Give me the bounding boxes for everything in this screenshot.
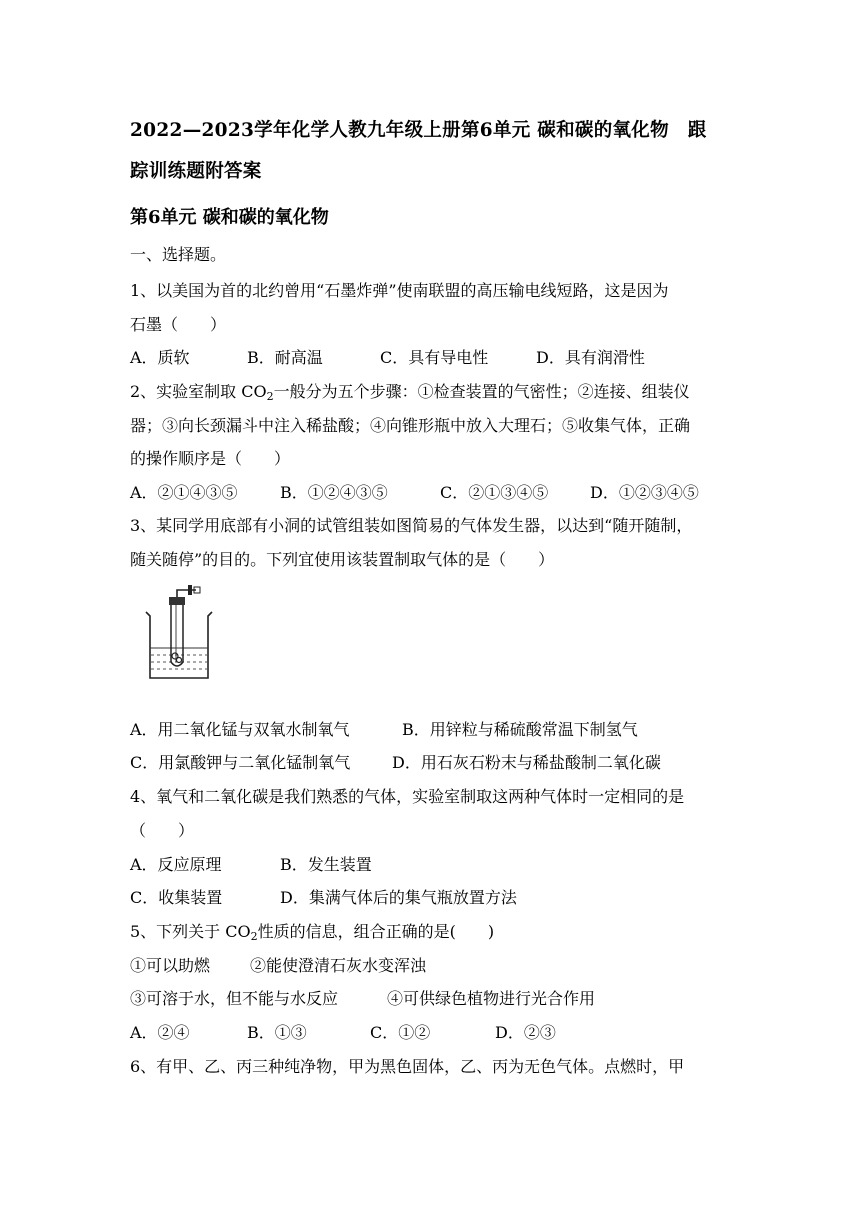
section-heading: 一、选择题。 [130,245,227,264]
q2-stem-line3: 的操作顺序是（ ） [130,449,291,468]
q5-co2-subscript: 2 [250,930,258,943]
q3-option-a: A．用二氧化锰与双氧水制氧气 [130,720,350,739]
q5-item-4: ④可供绿色植物进行光合作用 [387,989,596,1008]
q2-stem-part1: 2、实验室制取 CO [130,382,267,401]
q2-option-b: B．①②④③⑤ [280,483,388,502]
q1-option-d: D．具有润滑性 [536,348,645,367]
q5-option-d: D．②③ [495,1023,556,1042]
q4-option-b: B．发生装置 [280,855,372,874]
q2-option-a: A．②①④③⑤ [130,483,238,502]
q1-stem-line1: 1、以美国为首的北约曾用“石墨炸弹”使南联盟的高压输电线短路，这是因为 [130,281,669,300]
q2-co2-subscript: 2 [266,390,274,403]
q4-option-a: A．反应原理 [130,855,222,874]
q5-stem-line1 [130,922,494,942]
q1-option-a: A．质软 [130,348,190,367]
delivery-tube [177,590,196,597]
q2-stem-part2: 一般分为五个步骤：①检查装置的气密性；②连接、组装仪 [273,382,690,401]
q3-stem-line1: 3、某同学用底部有小洞的试管组装如图简易的气体发生器，以达到“随开随制， [130,516,693,535]
q1-option-b: B．耐高温 [247,348,323,367]
rubber-stopper [169,597,185,605]
q6-stem-line1: 6、有甲、乙、丙三种纯净物，甲为黑色固体，乙、丙为无色气体。点燃时，甲 [130,1057,685,1076]
q2-option-c: C．②①③④⑤ [440,483,549,502]
beaker-outline [146,612,212,678]
unit-heading: 第6单元 碳和碳的氧化物 [130,207,329,228]
spring-clamp [188,585,192,595]
q5-item-3: ③可溶于水，但不能与水反应 [130,989,339,1008]
solid-granule [177,658,182,663]
q3-stem-line2: 随关随停”的目的。下列宜使用该装置制取气体的是（ ） [130,550,555,569]
q5-item-1: ①可以助燃 [130,956,211,975]
q5-option-b: B．①③ [247,1023,307,1042]
q5-option-a: A．②④ [130,1023,190,1042]
q5-item-2: ②能使澄清石灰水变浑浊 [250,956,427,975]
q2-stem-line2: 器；③向长颈漏斗中注入稀盐酸；④向锥形瓶中放入大理石；⑤收集气体，正确 [130,416,691,435]
q1-option-c: C．具有导电性 [380,348,489,367]
q4-stem-line1: 4、氧气和二氧化碳是我们熟悉的气体，实验室制取这两种气体时一定相同的是 [130,787,685,806]
q4-stem-line2: （ ） [130,821,195,840]
q5-stem-part2: 性质的信息，组合正确的是( ) [257,922,495,941]
q2-option-d: D．①②③④⑤ [590,483,699,502]
q3-option-c: C．用氯酸钾与二氧化锰制氧气 [130,753,351,772]
q1-stem-line2: 石墨（ ） [130,315,227,334]
q2-stem-line1 [130,382,690,402]
q3-option-b: B．用锌粒与稀硫酸常温下制氢气 [402,720,638,739]
q5-stem-part1: 5、下列关于 CO [130,922,251,941]
doc-title-line2: 踪训练题附答案 [130,161,262,182]
gas-generator-diagram-image [142,584,220,682]
q4-option-c: C．收集装置 [130,888,223,907]
q4-option-d: D．集满气体后的集气瓶放置方法 [280,888,517,907]
doc-title-line1: 2022—2023学年化学人教九年级上册第6单元 碳和碳的氧化物 跟 [130,120,707,141]
test-tube [171,604,183,666]
q5-option-c: C．①② [370,1023,431,1042]
q3-option-d: D．用石灰石粉末与稀盐酸制二氧化碳 [392,753,661,772]
